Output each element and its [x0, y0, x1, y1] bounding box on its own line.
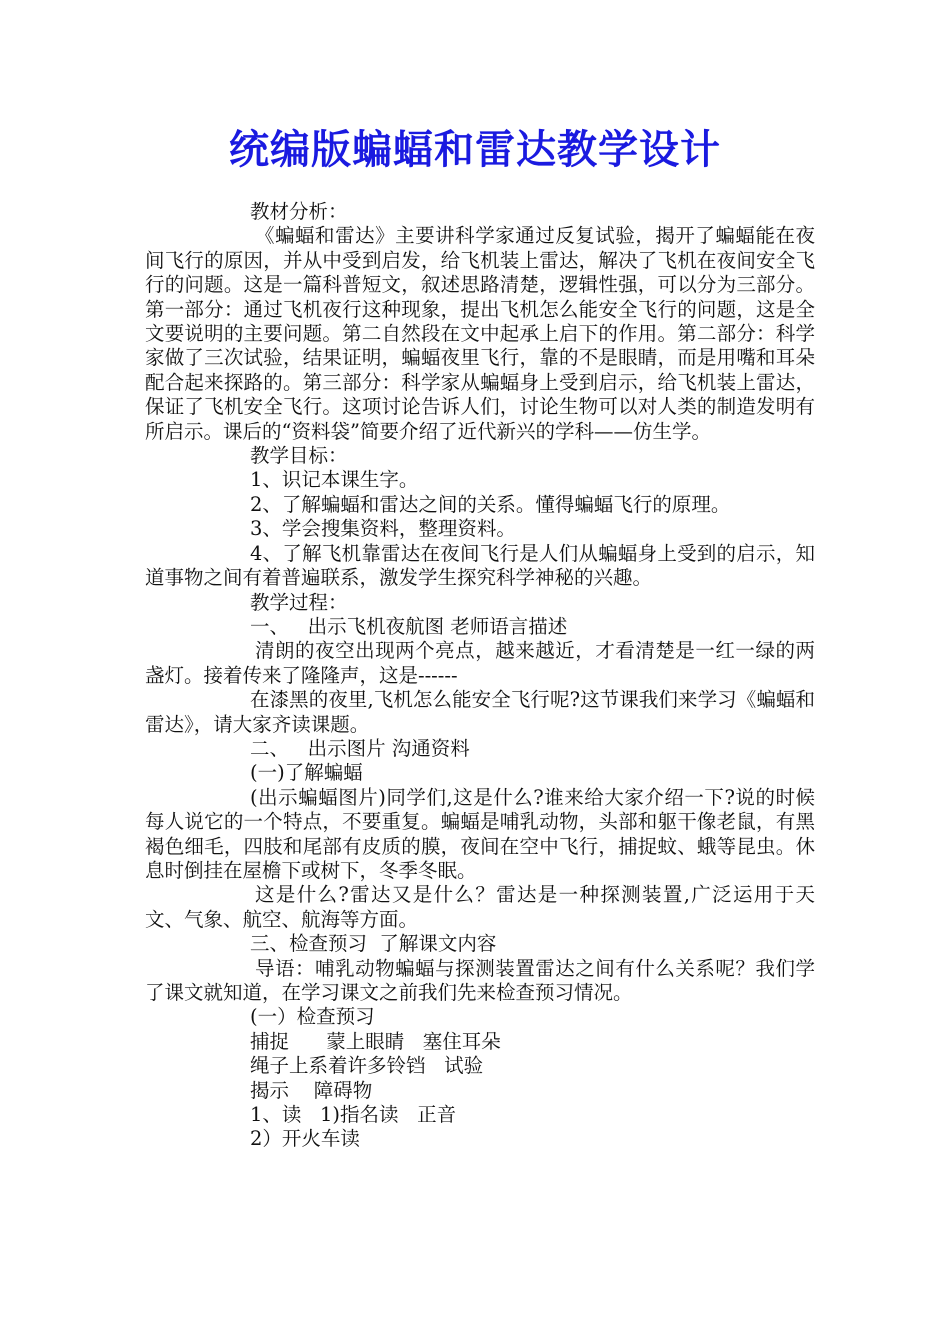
paragraph-radar-description: 这是什么?雷达又是什么？雷达是一种探测装置,广泛运用于天文、气象、航空、航海等方面。 — [145, 883, 815, 931]
paragraph-night-sky: 清朗的夜空出现两个亮点，越来越近，才看清楚是一红一绿的两盏灯。接着传来了隆隆声，这是------ — [145, 639, 815, 687]
subheading-check-preview: (一）检查预习 — [250, 1005, 375, 1029]
section-heading-teaching-process: 教学过程： — [250, 590, 348, 614]
process-step-2-heading: 二、 出示图片 沟通资料 — [250, 736, 470, 760]
vocab-line-2: 绳子上系着许多铃铛 试验 — [250, 1054, 484, 1078]
process-step-1-heading: 一、 出示飞机夜航图 老师语言描述 — [250, 614, 568, 638]
subheading-learn-bats: (一)了解蝙蝠 — [250, 761, 363, 785]
section-heading-teaching-goals: 教学目标： — [250, 444, 348, 468]
paragraph-textbook-analysis: 《蝙蝠和雷达》主要讲科学家通过反复试验，揭开了蝙蝠能在夜间飞行的原因，并从中受到启发，给飞机装上雷达，解决了飞机在夜间安全飞行的问题。这是一篇科普短文，叙述思路清楚，逻辑性强，可以分为三部分。第一部分：通过飞机夜行这种现象，提出飞机怎么能安全飞行的问题，这是全文要说明的主要问题。第二自然段在文中起承上启下的作用。第二部分：科学家做了三次试验，结果证明，蝙蝠夜里飞行，靠的不是眼睛，而是用嘴和耳朵配合起来探路的。第三部分：科学家从蝙蝠身上受到启示，给飞机装上雷达，保证了飞机安全飞行。这项讨论告诉人们，讨论生物可以对人类的制造发明有所启示。课后的“资料袋”简要介绍了近代新兴的学科——仿生学。 — [145, 224, 815, 443]
paragraph-lead-in: 导语：哺乳动物蝙蝠与探测装置雷达之间有什么关系呢？我们学了课文就知道，在学习课文之前我们先来检查预习情况。 — [145, 956, 815, 1004]
document-body — [145, 200, 815, 1152]
process-step-3-heading: 三、检查预习 了解课文内容 — [250, 932, 497, 956]
reading-step-2: 2）开火车读 — [250, 1127, 360, 1151]
goal-item-2: 2、了解蝙蝠和雷达之间的关系。懂得蝙蝠飞行的原理。 — [250, 492, 731, 516]
document-title: 统编版蝙蝠和雷达教学设计 — [229, 126, 721, 173]
reading-step-1: 1、读 1)指名读 正音 — [250, 1103, 457, 1127]
goal-item-4: 4、了解飞机靠雷达在夜间飞行是人们从蝙蝠身上受到的启示，知道事物之间有着普遍联系，激发学生探究科学神秘的兴趣。 — [145, 541, 815, 590]
vocab-line-1: 捕捉 蒙上眼睛 塞住耳朵 — [250, 1029, 501, 1053]
goal-item-1: 1、识记本课生字。 — [250, 468, 419, 492]
goal-item-3: 3、学会搜集资料，整理资料。 — [250, 517, 516, 541]
paragraph-bat-description: (出示蝙蝠图片)同学们,这是什么?谁来给大家介绍一下?说的时候每人说它的一个特点，不要重复。蝙蝠是哺乳动物，头部和躯干像老鼠，有黑褐色细毛，四肢和尾部有皮质的膜，夜间在空中飞行，捕捉蚊、蛾等昆虫。休息时倒挂在屋檐下或树下，冬季冬眠。 — [145, 785, 815, 882]
section-heading-textbook-analysis: 教材分析： — [250, 200, 348, 223]
paragraph-intro-lesson: 在漆黑的夜里,飞机怎么能安全飞行呢?这节课我们来学习《蝙蝠和雷达》，请大家齐读课题。 — [145, 688, 815, 736]
vocab-line-3: 揭示 障碍物 — [250, 1078, 373, 1102]
